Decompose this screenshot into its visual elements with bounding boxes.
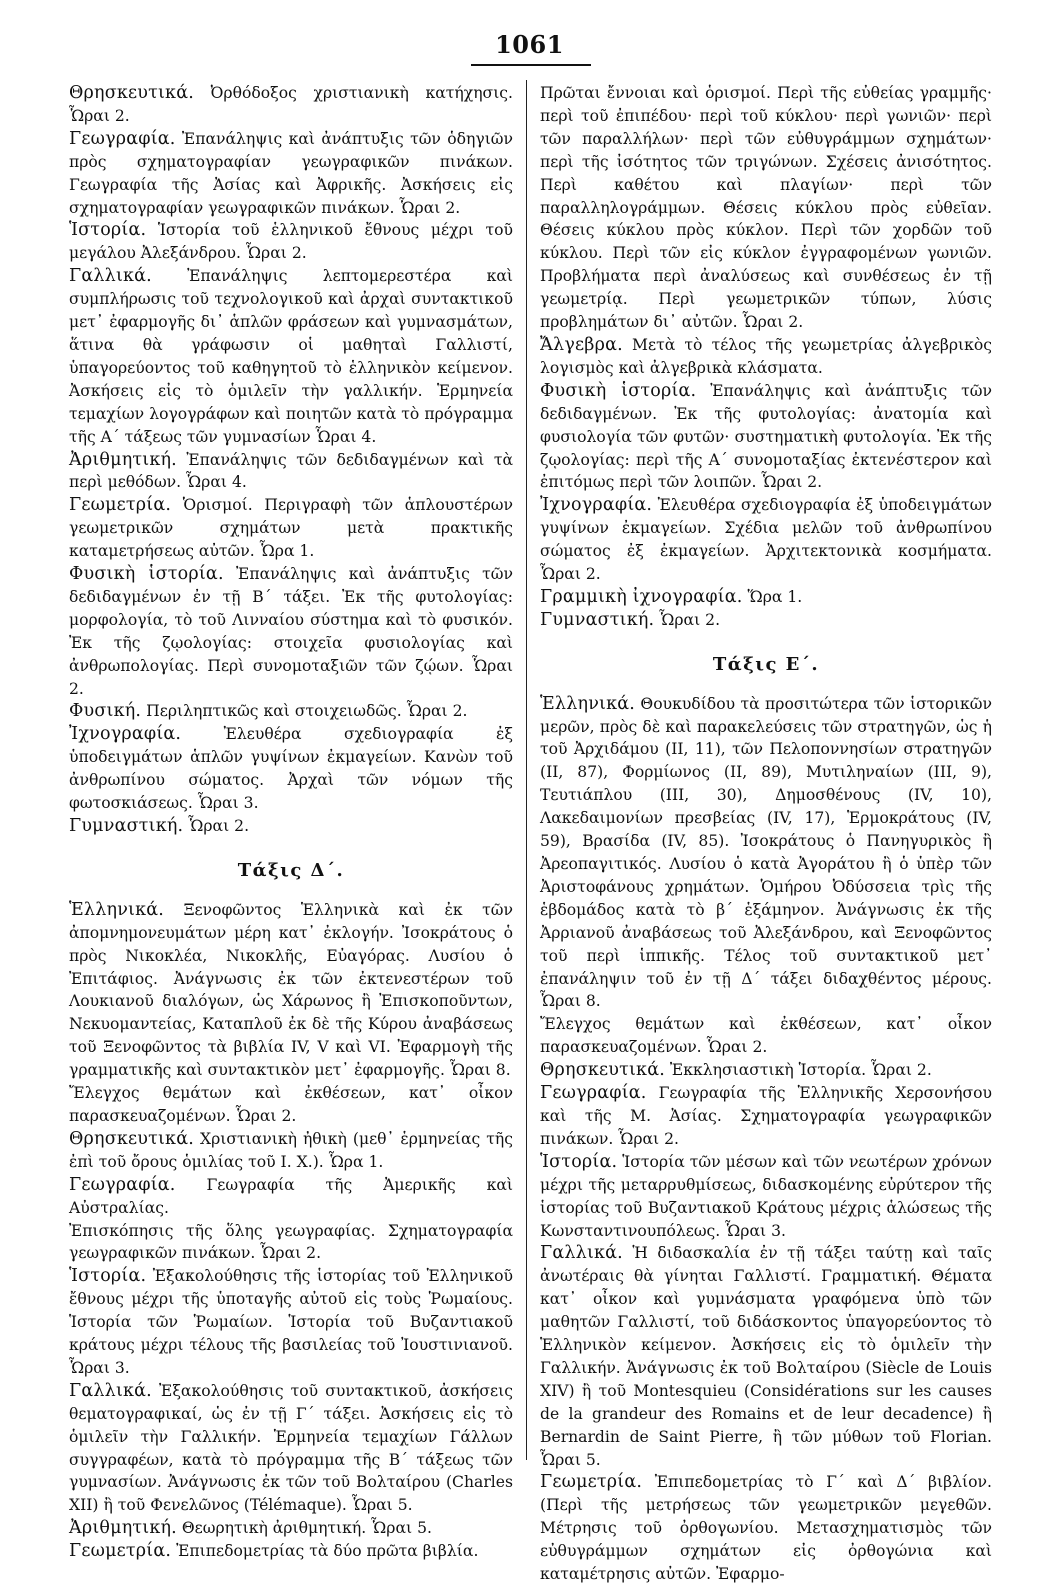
subject-text: Ἐπιπεδομετρίας τὰ δύο πρῶτα βιβλία. bbox=[171, 1542, 479, 1561]
subject-paragraph bbox=[540, 609, 992, 632]
subject-label: Γραμμικὴ ἰχνογραφία. bbox=[540, 586, 743, 607]
header-rule bbox=[471, 64, 591, 66]
subject-paragraph bbox=[69, 815, 513, 838]
subject-text: Ὧραι 2. bbox=[654, 610, 721, 629]
subject-text: Ἔλεγχος θεμάτων καὶ ἐκθέσεων, κατ᾽ οἶκον παρασκευαζομένων. Ὧραι 2. bbox=[69, 1084, 513, 1125]
subject-text: Ἐπανάληψις τῶν δεδιδαγμένων καὶ τὰ περὶ μεθόδων. Ὧραι 4. bbox=[69, 450, 513, 492]
subject-label: Ἱστορία. bbox=[540, 1151, 618, 1172]
subject-text: Ἐπανάληψις καὶ ἀνάπτυξις τῶν δεδιδαγμένων. Ἐκ τῆς φυτολογίας: ἀνατομία καὶ φυσιολογία τῶν φυτῶν· συστηματικὴ φυτολογία. Ἐκ τῆς ζῳολογίας: περὶ τῆς Α´ συνομοταξίας ἐκτενέστερον καὶ ἐπιτόμως περὶ τῶν λοιπῶν. Ὧραι 2. bbox=[540, 381, 992, 492]
right-column bbox=[540, 82, 992, 1586]
class-e-heading: Τάξις Ε´. bbox=[712, 653, 820, 675]
subject-text: Ἱστορία τοῦ ἑλληνικοῦ ἔθνους μέχρι τοῦ μεγάλου Ἀλεξάνδρου. Ὧραι 2. bbox=[69, 221, 513, 263]
subject-label: Φυσικὴ ἱστορία. bbox=[540, 380, 697, 401]
subject-label: Φυσικὴ ἱστορία. bbox=[69, 564, 224, 585]
subject-paragraph bbox=[540, 494, 992, 586]
subject-label: Γεωγραφία. bbox=[69, 128, 176, 149]
page-number: 1061 bbox=[495, 30, 564, 59]
subject-text: Ἐξακολούθησις τοῦ συντακτικοῦ, ἀσκήσεις θεματογραφικαί, ὡς ἐν τῇ Γ´ τάξει. Ἀσκήσεις εἰς τὸ ὁμιλεῖν τὴν Γαλλικήν. Ἑρμηνεία τεμαχίων Γάλλων συγγραφέων, κατὰ τὸ πρόγραμμα τῆς Β´ τάξεως τῶν γυμνασίων. Ἀνάγνωσις ἐκ τῶν τοῦ Βολταίρου (Charles XII) ἢ τοῦ Φενελῶνος (Télémaque). Ὧραι 5. bbox=[69, 1381, 513, 1515]
subject-label: Ἱστορία. bbox=[69, 220, 147, 241]
subject-paragraph bbox=[69, 82, 513, 128]
subject-paragraph bbox=[69, 449, 513, 495]
class-d-section bbox=[69, 899, 513, 1563]
subject-paragraph bbox=[69, 1265, 513, 1380]
subject-paragraph bbox=[69, 899, 513, 1082]
subject-text: Ὥρα 1. bbox=[742, 587, 803, 606]
subject-label: Ἄλγεβρα. bbox=[540, 334, 623, 355]
subject-label: Γεωγραφία. bbox=[540, 1083, 647, 1104]
subject-paragraph bbox=[69, 1380, 513, 1517]
subject-paragraph bbox=[69, 1128, 513, 1174]
subject-label: Γεωμετρία. bbox=[69, 495, 172, 516]
subject-label: Ἑλληνικά. bbox=[540, 693, 636, 714]
subject-text: Ἱστορία τῶν μέσων καὶ τῶν νεωτέρων χρόνων μέχρι τῆς μεταρρυθμίσεως, διδασκομένης εὐρύτερον τῆς ἱστορίας τοῦ Βυζαντιακοῦ Κράτους μέχρις ἁλώσεως τῆς Κωνσταντινουπόλεως. Ὧραι 3. bbox=[540, 1152, 992, 1240]
subject-text: Ὁρισμοί. Περιγραφὴ τῶν ἁπλουστέρων γεωμετρικῶν σχημάτων μετὰ πρακτικῆς καταμετρήσεως αὐτῶν. Ὧρα 1. bbox=[69, 496, 513, 561]
subject-paragraph bbox=[540, 334, 992, 380]
column-divider bbox=[526, 80, 527, 1460]
subject-text: Ἐπιπεδομετρίας τὸ Γ´ καὶ Δ´ βιβλίον. (Περὶ τῆς μετρήσεως τῶν γεωμετρικῶν μεγεθῶν. Μέτρησις τοῦ ὀρθογωνίου. Μετασχηματισμὸς τῶν εὐθυγράμμων σχημάτων εἰς ὀρθογώνια καὶ καταμέτρησις αὐτῶν. Ἐφαρμο- bbox=[540, 1473, 992, 1584]
subject-text: Γεωγραφία τῆς Ἀμερικῆς καὶ Αὐστραλίας. bbox=[69, 1175, 513, 1217]
subject-label: Ἱστορία. bbox=[69, 1266, 147, 1287]
subject-paragraph bbox=[69, 219, 513, 265]
subject-label: Φυσική. bbox=[69, 701, 142, 722]
subject-text: Ὧραι 2. bbox=[183, 817, 250, 835]
subject-label: Ἑλληνικά. bbox=[69, 899, 165, 920]
subject-paragraph bbox=[540, 82, 992, 334]
subject-paragraph bbox=[540, 1013, 992, 1059]
subject-text: Ἐξακολούθησις τῆς ἱστορίας τοῦ Ἑλληνικοῦ ἔθνους μέχρι τῆς ὑποταγῆς αὐτοῦ εἰς τοὺς Ῥωμαίους. Ἱστορία τῶν Ῥωμαίων. Ἱστορία τοῦ Βυζαντιακοῦ κράτους μέχρι τέλους τῆς βασιλείας τοῦ Ἰουστινιανοῦ. Ὧραι 3. bbox=[69, 1267, 513, 1377]
subject-text: Ὀρθόδοξος χριστιανικὴ κατήχησις. Ὧραι 2. bbox=[69, 84, 513, 125]
subject-text: Ἐπισκόπησις τῆς ὅλης γεωγραφίας. Σχηματογραφία γεωγραφικῶν πινάκων. Ὧραι 2. bbox=[69, 1221, 513, 1263]
subject-label: Γεωμετρία. bbox=[540, 1472, 643, 1493]
subject-label: Θρησκευτικά. bbox=[69, 1128, 194, 1149]
subject-text: Θουκυδίδου τὰ προσιτώτερα τῶν ἱστορικῶν μερῶν, πρὸς δὲ καὶ παρακελεύσεις τῶν στρατηγῶν, ὡς ἡ τοῦ Ἀρχιδάμου (II, 11), τῶν Πελοποννησίων στρατηγῶν (II, 87), Φορμίωνος (II, 89), Μυτιληναίων (III, 9), Τευτιάπλου (III, 30), Δημοσθένους (IV, 10), Λακεδαιμονίων πρεσβείας (IV, 17), Ἑρμοκράτους (IV, 59), Βρασίδα (IV, 85). Ἰσοκράτους ὁ Πανηγυρικὸς ἢ Ἀρεοπαγιτικός. Λυσίου ὁ κατὰ Ἀγοράτου ἢ ὁ ὑπὲρ τῶν Ἀριστοφάνους χρημάτων. Ὁμήρου Ὀδύσσεια τρὶς τῆς ἑβδομάδος κατὰ τὸ β´ ἑξάμηνον. Ἀνάγνωσις ἐκ τῆς Ἀρριανοῦ ἀναβάσεως τοῦ Ἀλεξάνδρου, καὶ Ξενοφῶντος τοῦ περὶ ἱππικῆς. Τέλος τοῦ συντακτικοῦ μετ᾽ ἐπανάληψιν τοῦ ἐν τῇ Δ´ τάξει διδαχθέντος μέρους. Ὧραι 8. bbox=[540, 694, 992, 1011]
subject-paragraph bbox=[540, 1242, 992, 1471]
subject-text: Ἐλευθέρα σχεδιογραφία ἐξ ὑποδειγμάτων γυψίνων ἐκμαγείων. Σχέδια μελῶν τοῦ ἀνθρωπίνου σώματος ἐξ ἐκμαγείων. Ἀρχιτεκτονικὰ κοσμήματα. Ὧραι 2. bbox=[540, 496, 992, 584]
subject-label: Γυμναστική. bbox=[540, 609, 655, 630]
subject-text: Ἐπανάληψις καὶ ἀνάπτυξις τῶν δεδιδαγμένων ἐν τῇ Β´ τάξει. Ἐκ τῆς φυτολογίας: μορφολογία, τὸ τοῦ Λινναίου σύστημα καὶ τὸ φυσικόν. Ἐκ τῆς ζῳολογίας: στοιχεῖα φυσιολογίας καὶ ἀνθρωπολογίας. Περὶ συνομοταξιῶν τῶν ζῴων. Ὧραι 2. bbox=[69, 565, 513, 698]
subject-text: Πρῶται ἔννοιαι καὶ ὁρισμοί. Περὶ τῆς εὐθείας γραμμῆς· περὶ τοῦ ἐπιπέδου· περὶ τοῦ κύκλου· περὶ γωνιῶν· περὶ τῶν παραλλήλων· περὶ τῶν εὐθυγράμμων σχημάτων· περὶ τῆς ἰσότητος τῶν τριγώνων. Σχέσεις ἀνισότητος. Περὶ καθέτου καὶ πλαγίων· περὶ τῶν παραλληλογράμμων. Θέσεις κύκλου πρὸς εὐθεῖαν. Θέσεις κύκλου πρὸς κύκλον. Περὶ τῶν χορδῶν τοῦ κύκλου. Περὶ τῶν εἰς κύκλον ἐγγραφομένων γωνιῶν. Προβλήματα περὶ ἀναλύσεως καὶ συνθέσεως ἐν τῇ γεωμετρίᾳ. Περὶ γεωμετρικῶν τύπων, λύσις προβλημάτων δι᾽ αὐτῶν. Ὧραι 2. bbox=[540, 84, 992, 332]
subject-label: Γαλλικά. bbox=[69, 1380, 152, 1401]
subject-text: Μετὰ τὸ τέλος τῆς γεωμετρίας ἀλγεβρικὸς λογισμὸς καὶ ἀλγεβρικὰ κλάσματα. bbox=[540, 335, 992, 377]
subject-paragraph bbox=[69, 1082, 513, 1128]
subject-paragraph bbox=[540, 1471, 992, 1586]
subject-label: Ἀριθμητική. bbox=[69, 1518, 177, 1539]
subject-paragraph bbox=[69, 700, 513, 723]
subject-paragraph bbox=[69, 1220, 513, 1266]
subject-paragraph bbox=[69, 265, 513, 448]
class-d-continued-section bbox=[540, 82, 992, 632]
subject-text: Γεωγραφία τῆς Ἑλληνικῆς Χερσονήσου καὶ τῆς Μ. Ἀσίας. Σχηματογραφία γεωγραφικῶν πινάκων. Ὧραι 2. bbox=[540, 1084, 992, 1148]
subject-paragraph bbox=[69, 1540, 513, 1563]
subject-text: Ἐπανάληψις καὶ ἀνάπτυξις τῶν ὁδηγιῶν πρὸς σχηματογραφίαν γεωγραφικῶν πινάκων. Γεωγραφία τῆς Ἀσίας καὶ Ἀφρικῆς. Ἀσκήσεις εἰς σχηματογραφίαν γεωγραφικῶν πινάκων. Ὧραι 2. bbox=[69, 129, 513, 217]
class-d-heading: Τάξις Δ´. bbox=[237, 859, 345, 881]
subject-paragraph bbox=[69, 128, 513, 220]
subject-label: Γαλλικά. bbox=[540, 1243, 623, 1264]
subject-label: Γεωγραφία. bbox=[69, 1174, 176, 1195]
subject-text: Θεωρητικὴ ἀριθμητική. Ὧραι 5. bbox=[176, 1519, 432, 1538]
subject-text: Ἐκκλησιαστικὴ Ἱστορία. Ὧραι 2. bbox=[664, 1061, 932, 1080]
subject-text: Ἔλεγχος θεμάτων καὶ ἐκθέσεων, κατ᾽ οἶκον παρασκευαζομένων. Ὧραι 2. bbox=[540, 1015, 992, 1057]
subject-paragraph bbox=[69, 723, 513, 815]
subject-text: Περιληπτικῶς καὶ στοιχειωδῶς. Ὧραι 2. bbox=[141, 702, 468, 721]
subject-label: Γυμναστική. bbox=[69, 816, 184, 836]
subject-paragraph bbox=[540, 1151, 992, 1243]
left-column bbox=[69, 82, 513, 1563]
subject-paragraph bbox=[540, 1059, 992, 1082]
subject-paragraph bbox=[540, 693, 992, 1014]
subject-text: Ἡ διδασκαλία ἐν τῇ τάξει ταύτῃ καὶ ταῖς ἀνωτέραις θὰ γίνηται Γαλλιστί. Γραμματική. Θέματα κατ᾽ οἶκον καὶ γυμνάσματα γραφόμενα ὑπὸ τῶν μαθητῶν Γαλλιστί, τοῦ διδάσκοντος ὑπαγορεύοντος τὸ Ἑλληνικὸν κείμενον. Ἀσκήσεις εἰς τὸ ὁμιλεῖν τὴν Γαλλικήν. Ἀνάγνωσις ἐκ τοῦ Βολταίρου (Siècle de Louis XIV) ἢ τοῦ Montesquieu (Considérations sur les causes de la grandeur des Romains et de leur decadence) ἢ Bernardin de Saint Pierre, ἢ τῶν μύθων τοῦ Florian. Ὧραι 5. bbox=[540, 1244, 992, 1469]
subject-label: Γεωμετρία. bbox=[69, 1541, 172, 1562]
subject-text: Ἐπανάληψις λεπτομερεστέρα καὶ συμπλήρωσις τοῦ τεχνολογικοῦ καὶ ἀρχαὶ συντακτικοῦ μετ᾽ ἐφαρμογῆς δι᾽ ἁπλῶν φράσεων καὶ γυμνασμάτων, ἅτινα θὰ γράφωσιν οἱ μαθηταὶ Γαλλιστί, ὑπαγορεύοντος τοῦ καθηγητοῦ τὸ ἑλληνικὸν κείμενον. Ἀσκήσεις εἰς τὸ ὁμιλεῖν τὴν γαλλικήν. Ἑρμηνεία τεμαχίων λογογράφων καὶ ποιητῶν κατὰ τὸ πρόγραμμα τῆς Α´ τάξεως τῶν γυμνασίων Ὧραι 4. bbox=[69, 267, 513, 446]
subject-paragraph bbox=[69, 1517, 513, 1540]
subject-paragraph bbox=[69, 494, 513, 563]
class-e-section bbox=[540, 693, 992, 1586]
subject-text: Ἐλευθέρα σχεδιογραφία ἐξ ὑποδειγμάτων ἁπλῶν γυψίνων ἐκμαγείων. Κανὼν τοῦ ἀνθρωπίνου σώματος. Ἀρχαὶ τῶν νόμων τῆς φωτοσκιάσεως. Ὧραι 3. bbox=[69, 725, 513, 813]
subject-label: Θρησκευτικά. bbox=[540, 1060, 665, 1081]
subject-label: Γαλλικά. bbox=[69, 266, 152, 287]
subject-label: Θρησκευτικά. bbox=[69, 83, 194, 103]
subject-label: Ἰχνογραφία. bbox=[540, 495, 653, 516]
subject-paragraph bbox=[540, 586, 992, 609]
class-c-continued-section bbox=[69, 82, 513, 838]
subject-text: Ξενοφῶντος Ἑλληνικὰ καὶ ἐκ τῶν ἀπομνημονευμάτων μέρη κατ᾽ ἐκλογήν. Ἰσοκράτους ὁ πρὸς Νικοκλέα, Νικοκλῆς, Εὐαγόρας. Λυσίου ὁ Ἐπιτάφιος. Ἀνάγνωσις ἐκ τῶν ἐκτενεστέρων τοῦ Λουκιανοῦ διαλόγων, ὡς Χάρωνος ἢ Ἐπισκοποῦντων, Νεκυομαντείας, Καταπλοῦ ἐκ δὲ τῆς Κύρου ἀναβάσεως τοῦ Ξενοφῶντος τὰ βιβλία IV, V καὶ VI. Ἐφαρμογὴ τῆς γραμματικῆς καὶ συντακτικὸν μετ᾽ ἐφαρμογῆς. Ὧραι 8. bbox=[69, 900, 513, 1080]
subject-paragraph bbox=[69, 1174, 513, 1220]
subject-paragraph bbox=[540, 1082, 992, 1151]
subject-label: Ἰχνογραφία. bbox=[69, 724, 182, 745]
subject-paragraph bbox=[69, 563, 513, 700]
subject-text: Χριστιανικὴ ἠθικὴ (μεθ᾽ ἑρμηνείας τῆς ἐπὶ τοῦ ὄρους ὁμιλίας τοῦ Ι. Χ.). Ὧρα 1. bbox=[69, 1129, 513, 1171]
subject-label: Ἀριθμητική. bbox=[69, 449, 177, 470]
subject-paragraph bbox=[540, 380, 992, 495]
